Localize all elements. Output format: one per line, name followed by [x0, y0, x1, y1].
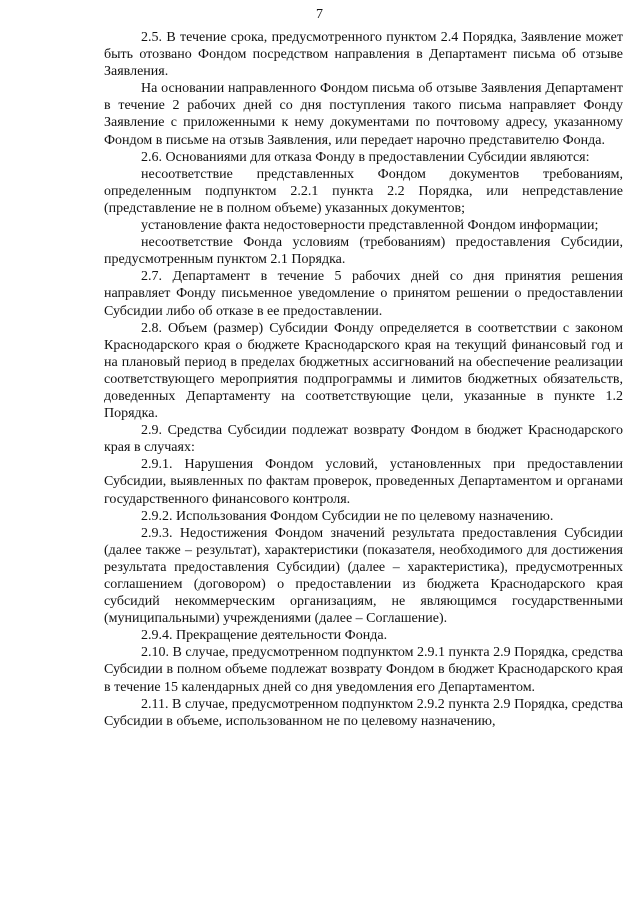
- paragraph-2-9-1: 2.9.1. Нарушения Фондом условий, установленных при предоставлении Субсидии, выявленных по фактам проверок, проведенных Департаментом и органами государственного финансового контроля.: [104, 457, 623, 507]
- paragraph-2-10: 2.10. В случае, предусмотренном подпунктом 2.9.1 пункта 2.9 Порядка, средства Субсидии в полном объеме подлежат возврату Фондом в бюджет Краснодарского края в течение 15 календарных дней со дня уведомления его Департаментом.: [104, 645, 623, 695]
- paragraph-2-6-ground-1: несоответствие представленных Фондом документов требованиям, определенным подпунктом 2.2.1 пункта 2.2 Порядка, или непредставление (представление не в полном объеме) указанных документов;: [104, 166, 623, 216]
- paragraph-2-9: 2.9. Средства Субсидии подлежат возврату Фондом в бюджет Краснодарского края в случаях:: [104, 423, 623, 456]
- paragraph-2-5: 2.5. В течение срока, предусмотренного пунктом 2.4 Порядка, Заявление может быть отозвано Фондом посредством направления в Департамент письма об отзыве Заявления.: [104, 30, 623, 80]
- paragraph-2-5-continued: На основании направленного Фондом письма об отзыве Заявления Департамент в течение 2 рабочих дней со дня поступления такого письма направляет Фонду Заявление с приложенными к нему документами по почтовому адресу, указанному Фондом в письме на отзыв Заявления, или передает нарочно представителю Фонда.: [104, 81, 623, 148]
- paragraph-2-6-ground-3: несоответствие Фонда условиям (требованиям) предоставления Субсидии, предусмотренным пунктом 2.1 Порядка.: [104, 235, 623, 268]
- paragraph-2-9-3: 2.9.3. Недостижения Фондом значений результата предоставления Субсидии (далее также – результат), характеристики (показателя, необходимого для достижения результата предоставления Субсидии) (далее – характеристика), предусмотренных соглашением (договором) о предоставлении из бюджета Краснодарского края субсидий некоммерческим организациям, не являющимся государственными (муниципальными) учреждениями (далее – Соглашение).: [104, 525, 623, 627]
- page-number: 7: [316, 7, 323, 22]
- paragraph-2-9-4: 2.9.4. Прекращение деятельности Фонда.: [141, 628, 388, 644]
- paragraph-2-9-2: 2.9.2. Использования Фондом Субсидии не по целевому назначению.: [141, 508, 554, 524]
- paragraph-2-6: 2.6. Основаниями для отказа Фонду в предоставлении Субсидии являются:: [141, 149, 590, 165]
- paragraph-2-6-ground-2: установление факта недостоверности представленной Фондом информации;: [141, 218, 599, 234]
- document-body: [104, 29, 623, 730]
- paragraph-2-8: 2.8. Объем (размер) Субсидии Фонду определяется в соответствии с законом Краснодарского края о бюджете Краснодарского края на текущий финансовый год и на плановый период в пределах бюджетных ассигнований на обеспечение реализации соответствующего мероприятия подпрограммы и лимитов бюджетных обязательств, доведенных Департаменту на соответствующие цели, указанные в пункте 1.2 Порядка.: [104, 320, 623, 422]
- paragraph-2-11: 2.11. В случае, предусмотренном подпунктом 2.9.2 пункта 2.9 Порядка, средства Субсидии в объеме, использованном не по целевому назначению,: [104, 696, 623, 729]
- paragraph-2-7: 2.7. Департамент в течение 5 рабочих дней со дня принятия решения направляет Фонду письменное уведомление о принятом решении о предоставлении Субсидии либо об отказе в ее предоставлении.: [104, 269, 623, 319]
